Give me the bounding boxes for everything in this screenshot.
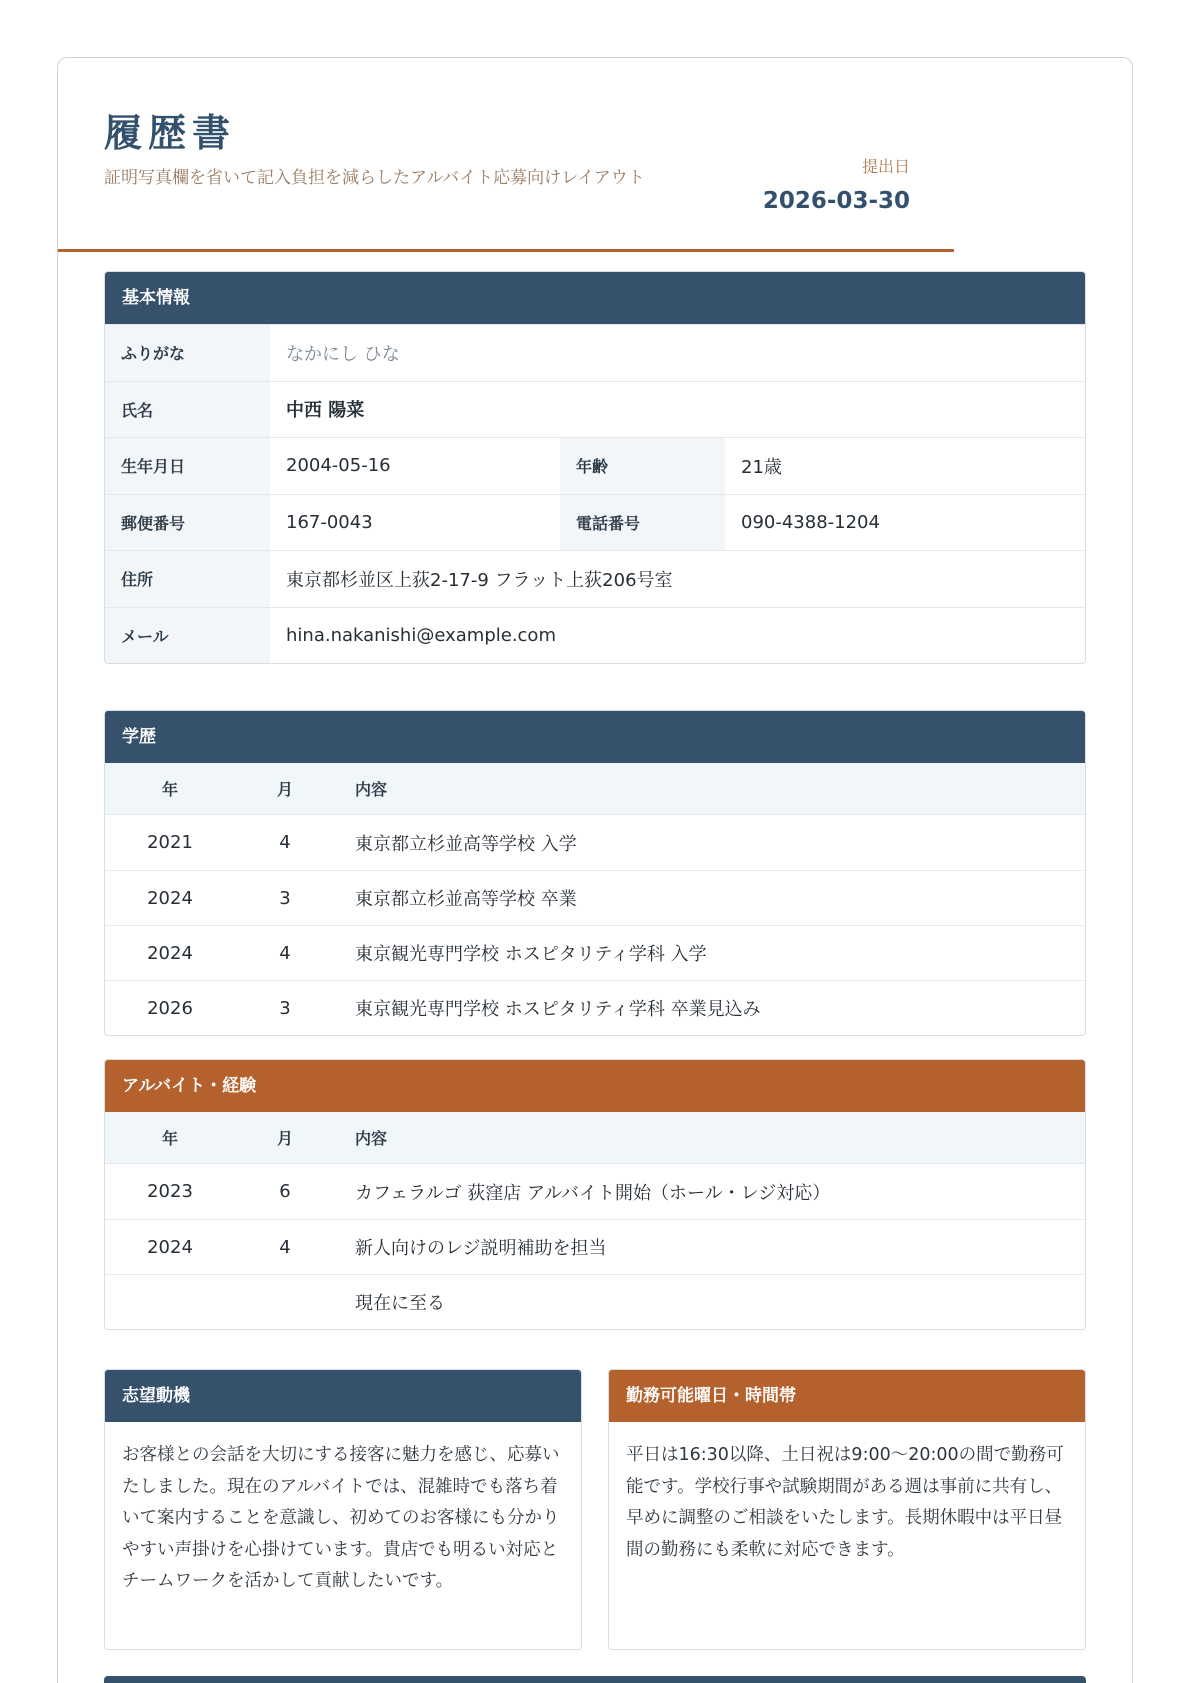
submission-date-label: 提出日 xyxy=(861,157,910,176)
row-text: 東京都立杉並高等学校 卒業 xyxy=(355,889,577,910)
row-text: カフェラルゴ 荻窪店 アルバイト開始（ホール・レジ対応） xyxy=(355,1182,831,1204)
next-section-header xyxy=(104,1676,1086,1683)
row-month: 4 xyxy=(279,832,291,853)
birth-value: 2004-05-16 xyxy=(286,455,391,477)
email-row xyxy=(105,607,1085,664)
name-label: 氏名 xyxy=(105,382,270,438)
submission-date: 2026-03-30 xyxy=(762,188,910,214)
furigana-value: なかにし ひな xyxy=(286,343,400,365)
phone-label: 電話番号 xyxy=(560,495,725,551)
basic-info-section xyxy=(104,271,1086,664)
age-label: 年齢 xyxy=(560,438,725,494)
address-value: 東京都杉並区上荻2-17-9 フラット上荻206号室 xyxy=(286,569,673,591)
resume-header xyxy=(58,58,954,252)
table-row xyxy=(105,1274,1085,1329)
availability-heading: 勤務可能曜日・時間帯 xyxy=(609,1370,1085,1422)
work-table-header xyxy=(105,1112,1085,1164)
row-month: 4 xyxy=(279,942,291,964)
work-section xyxy=(104,1059,1086,1330)
table-row xyxy=(105,980,1085,1035)
postal-phone-row xyxy=(105,494,1085,551)
row-year: 2021 xyxy=(147,832,193,853)
name-value: 中西 陽菜 xyxy=(286,400,365,422)
work-heading: アルバイト・経験 xyxy=(105,1060,1085,1112)
content-column-header: 内容 xyxy=(355,780,388,799)
email-label: メール xyxy=(105,608,270,664)
birth-age-row xyxy=(105,437,1085,494)
row-year: 2023 xyxy=(147,1181,193,1202)
table-row xyxy=(105,815,1085,870)
table-row xyxy=(105,870,1085,925)
row-year: 2024 xyxy=(147,942,193,964)
page-title: 履歴書 xyxy=(104,111,237,155)
education-section xyxy=(104,710,1086,1036)
row-year: 2026 xyxy=(147,997,193,1019)
page-subtitle: 証明写真欄を省いて記入負担を減らしたアルバイト応募向けレイアウト xyxy=(104,168,645,188)
address-row xyxy=(105,550,1085,607)
row-text: 新人向けのレジ説明補助を担当 xyxy=(355,1238,607,1259)
education-heading: 学歴 xyxy=(105,711,1085,763)
motivation-text: お客様との会話を大切にする接客に魅力を感じ、応募いたしました。現在のアルバイトでは、混雑時でも落ち着いて案内することを意識し、初めてのお客様にも分かりやすい声掛けを心掛けています。貴店でも明るい対応とチームワークを活かして貢献したいです。 xyxy=(122,1445,560,1591)
row-year: 2024 xyxy=(147,1236,193,1258)
name-row xyxy=(105,381,1085,438)
row-month: 3 xyxy=(279,997,291,1019)
table-row xyxy=(105,1219,1085,1274)
row-text: 現在に至る xyxy=(355,1293,445,1314)
email-value: hina.nakanishi@example.com xyxy=(286,624,556,646)
availability-text: 平日は16:30以降、土日祝は9:00〜20:00の間で勤務可能です。学校行事や試験期間がある週は事前に共有し、早めに調整のご相談をいたします。長期休暇中は平日昼間の勤務にも柔軟に対応できます。 xyxy=(626,1445,1064,1560)
phone-value: 090-4388-1204 xyxy=(741,511,880,533)
row-month: 3 xyxy=(279,887,291,909)
availability-box xyxy=(608,1369,1086,1650)
month-column-header: 月 xyxy=(276,780,293,799)
motivation-box xyxy=(104,1369,582,1650)
postal-label: 郵便番号 xyxy=(105,495,270,551)
row-month: 6 xyxy=(279,1181,291,1202)
postal-value: 167-0043 xyxy=(286,511,373,533)
row-text: 東京観光専門学校 ホスピタリティ学科 入学 xyxy=(355,944,707,965)
age-value: 21歳 xyxy=(741,456,782,478)
year-column-header: 年 xyxy=(161,1129,178,1148)
row-text: 東京都立杉並高等学校 入学 xyxy=(355,833,577,855)
content-column-header: 内容 xyxy=(355,1129,388,1148)
resume-sheet xyxy=(57,57,1133,1683)
row-month: 4 xyxy=(279,1236,291,1258)
year-column-header: 年 xyxy=(161,780,178,799)
furigana-label: ふりがな xyxy=(105,325,270,381)
birth-label: 生年月日 xyxy=(105,438,270,494)
row-text: 東京観光専門学校 ホスピタリティ学科 卒業見込み xyxy=(355,999,761,1020)
motivation-heading: 志望動機 xyxy=(105,1370,581,1422)
furigana-row xyxy=(105,324,1085,381)
row-year: 2024 xyxy=(147,887,193,909)
table-row xyxy=(105,925,1085,980)
education-table-header xyxy=(105,763,1085,815)
address-label: 住所 xyxy=(105,551,270,607)
month-column-header: 月 xyxy=(276,1129,293,1148)
basic-info-heading: 基本情報 xyxy=(105,272,1085,324)
table-row xyxy=(105,1164,1085,1219)
